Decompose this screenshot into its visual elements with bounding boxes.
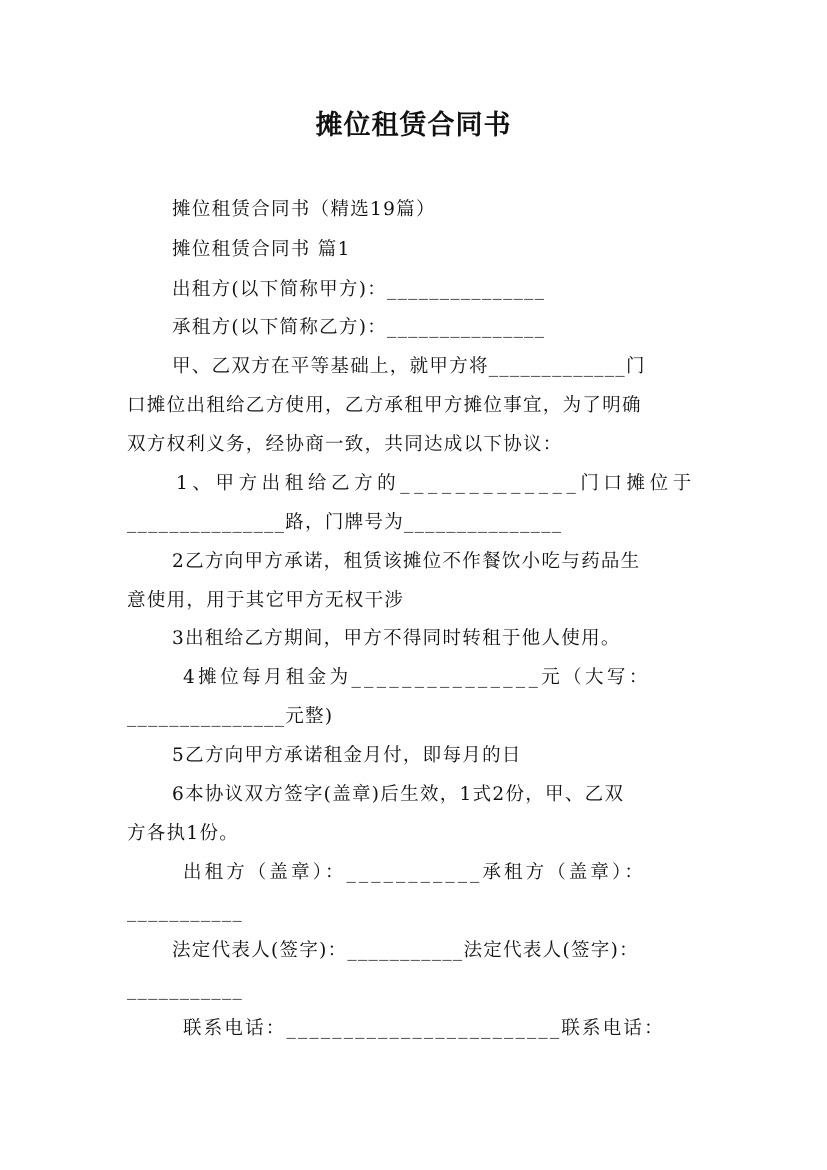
paragraph-line: 1、甲方出租给乙方的_____________门口摊位于 bbox=[176, 473, 696, 494]
paragraph-line: 6本协议双方签字(盖章)后生效，1式2份，甲、乙双 bbox=[172, 784, 625, 805]
paragraph-line: _______________元整) bbox=[127, 706, 334, 727]
signature-line: 法定代表人(签字)：___________法定代表人(签字)： bbox=[172, 940, 639, 961]
signature-line: 出租方（盖章）：___________承租方（盖章）： bbox=[183, 862, 646, 883]
signature-line: ___________ bbox=[127, 979, 244, 1000]
contact-line: 联系电话：________________________联系电话： bbox=[183, 1018, 665, 1039]
paragraph-line: 2乙方向甲方承诺，租赁该摊位不作餐饮小吃与药品生 bbox=[172, 551, 641, 572]
paragraph-line: 方各执1份。 bbox=[127, 823, 240, 844]
paragraph-line: 摊位租赁合同书（精选19篇） bbox=[172, 199, 436, 220]
paragraph-line: 摊位租赁合同书 篇1 bbox=[172, 239, 351, 260]
paragraph-line: 5乙方向甲方承诺租金月付，即每月的日 bbox=[172, 745, 522, 766]
paragraph-line: 4摊位每月租金为_______________元（大写： bbox=[183, 667, 651, 688]
paragraph-line: _______________路，门牌号为_______________ bbox=[127, 512, 563, 533]
paragraph-line: 3出租给乙方期间，甲方不得同时转租于他人使用。 bbox=[172, 628, 621, 649]
signature-line: ___________ bbox=[127, 901, 244, 922]
paragraph-line: 出租方(以下简称甲方)：_______________ bbox=[172, 279, 546, 300]
paragraph-line: 意使用，用于其它甲方无权干涉 bbox=[127, 590, 405, 611]
paragraph-line: 承租方(以下简称乙方)：_______________ bbox=[172, 317, 546, 338]
paragraph-line: 双方权利义务，经协商一致，共同达成以下协议： bbox=[127, 434, 563, 455]
paragraph-line: 口摊位出租给乙方使用，乙方承租甲方摊位事宜，为了明确 bbox=[127, 395, 642, 416]
paragraph-line: 甲、乙双方在平等基础上，就甲方将_____________门 bbox=[172, 356, 646, 377]
document-title: 摊位租赁合同书 bbox=[315, 110, 512, 141]
